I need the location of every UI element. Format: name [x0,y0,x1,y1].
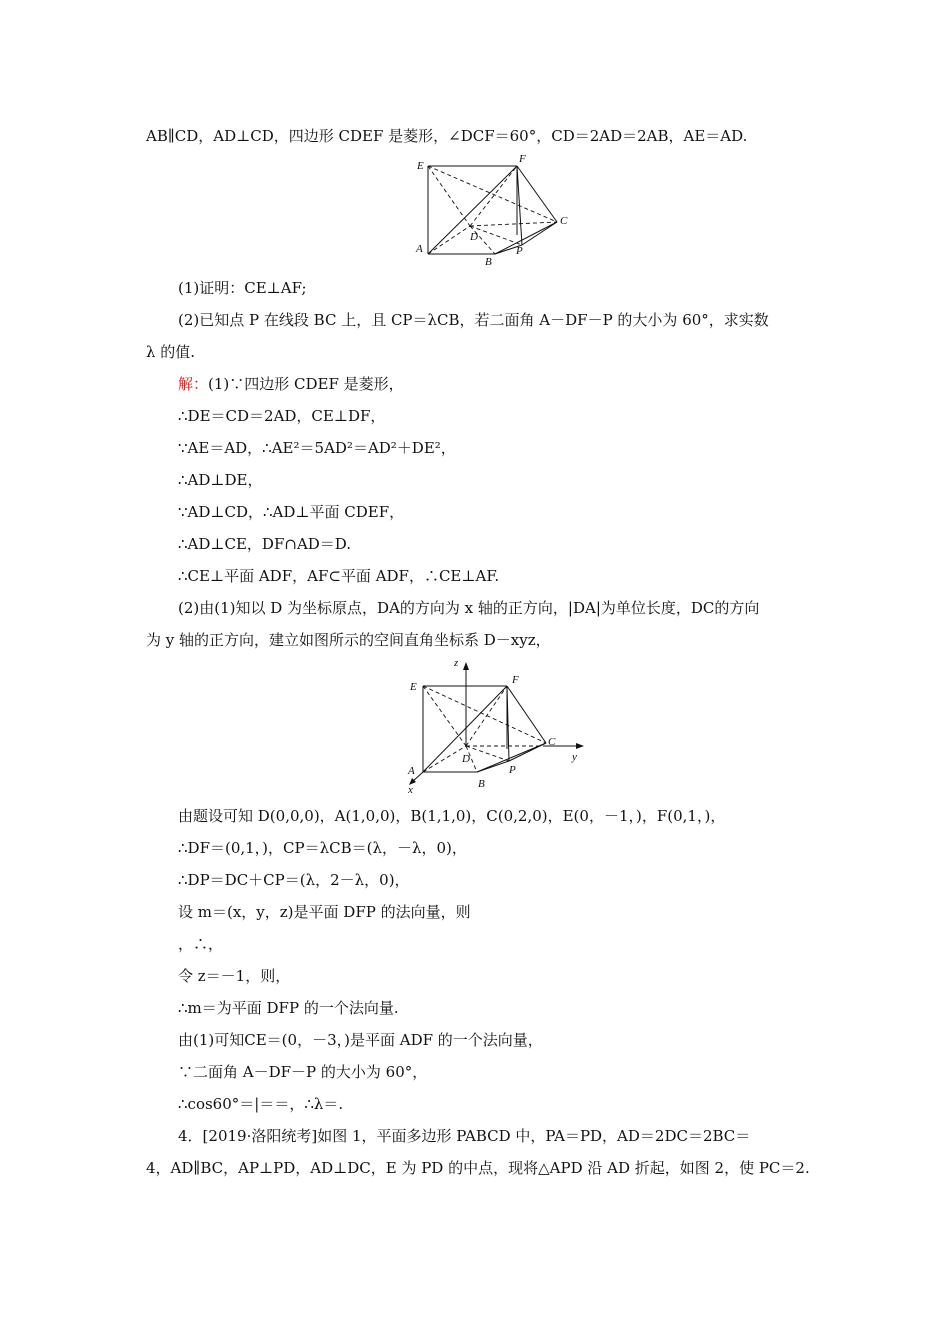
cos-result-line: ∴cos60°＝|＝＝，∴λ＝. [178,1095,344,1113]
fig2-label-x: x [408,784,413,794]
normal-vector-line: 设 m＝(x，y，z)是平面 DFP 的法向量，则 [178,903,471,921]
solution-step-1: (1)∵四边形 CDEF 是菱形， [208,375,404,393]
coordinates-line: 由题设可知 D(0,0,0)，A(1,0,0)，B(1,1,0)，C(0,2,0)，E(0，－1，)，F(0,1，)， [178,807,726,825]
fig1-label-f: F [519,153,526,165]
fig1-label-p: P [516,245,523,257]
question-2-line-1: (2)已知点 P 在线段 BC 上，且 CP＝λCB，若二面角 A－DF－P 的大小为 60°，求实数 [178,311,769,329]
solution-step-5: ∵AD⊥CD，∴AD⊥平面 CDEF， [178,503,405,521]
fig1-label-e: E [417,160,424,172]
fig1-label-c: C [560,215,568,227]
dihedral-angle-line: ∵二面角 A－DF－P 的大小为 60°， [178,1063,428,1081]
figure-1-solid [410,152,580,270]
solution-step-3: ∵AE＝AD，∴AE²＝5AD²＝AD²＋DE²， [178,439,456,457]
part-2-line-2: 为 y 轴的正方向，建立如图所示的空间直角坐标系 D－xyz， [146,631,551,649]
fig2-label-f: F [512,674,519,686]
solution-first-line [178,374,404,394]
normal-result-line: ∴m＝为平面 DFP 的一个法向量. [178,999,399,1017]
fig1-label-a: A [416,243,423,255]
part-2-line-1: (2)由(1)知以 D 为坐标原点，DA的方向为 x 轴的正方向，|DA|为单位长度，DC的方向 [178,599,760,617]
system-line: ，∴， [178,935,224,953]
figure-2-coordinate-solid [398,654,590,794]
fig2-label-a: A [408,765,415,777]
question-2-line-2: λ 的值. [146,343,196,361]
problem-4-line-2: 4，AD∥BC，AP⊥PD，AD⊥DC，E 为 PD 的中点，现将△APD 沿 AD 折起，如图 2，使 PC＝2. [146,1159,810,1177]
solution-label: 解： [178,375,209,393]
solution-step-2: ∴DE＝CD＝2AD，CE⊥DF， [178,407,386,425]
fig1-label-d: D [470,231,478,243]
fig2-label-b: B [478,778,485,790]
fig1-label-b: B [485,256,492,268]
vector-dp-line: ∴DP＝DC＋CP＝(λ，2－λ，0)， [178,871,410,889]
fig2-label-z: z [454,657,459,669]
fig2-label-e: E [410,681,417,693]
fig2-label-c: C [548,736,556,748]
problem-4-line-1: 4．[2019·洛阳统考]如图 1，平面多边形 PABCD 中，PA＝PD，AD＝2DC＝2BC＝ [178,1127,751,1145]
solution-step-7: ∴CE⊥平面 ADF，AF⊂平面 ADF，∴CE⊥AF. [178,567,500,585]
problem-intro: AB∥CD，AD⊥CD，四边形 CDEF 是菱形，∠DCF＝60°，CD＝2AD＝2AB，AE＝AD. [146,127,748,145]
solution-step-4: ∴AD⊥DE， [178,471,263,489]
fig2-label-d: D [462,753,470,765]
let-z-line: 令 z＝－1，则， [178,967,291,985]
plane-adf-normal-line: 由(1)可知CE＝(0，－3，)是平面 ADF 的一个法向量， [178,1031,543,1049]
solution-step-6: ∴AD⊥CE，DF∩AD＝D. [178,535,352,553]
vector-df-line: ∴DF＝(0,1，)，CP＝λCB＝(λ，－λ，0)， [178,839,467,857]
fig2-label-y: y [572,751,577,763]
question-1: (1)证明：CE⊥AF; [178,279,307,297]
fig2-label-p: P [509,764,516,776]
